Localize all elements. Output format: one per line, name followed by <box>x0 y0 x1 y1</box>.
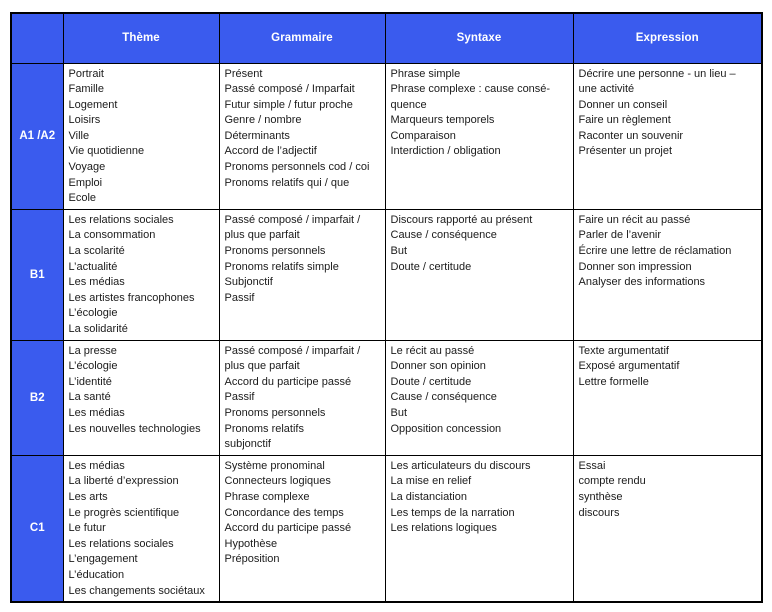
cell-item: Pronoms relatifs simple <box>224 260 339 273</box>
cell-item: Les temps de la narration <box>390 506 515 519</box>
cell-item: Accord du participe passé <box>224 375 352 388</box>
syntaxe-cell <box>385 340 573 455</box>
cell-item: Pronoms personnels <box>224 245 326 258</box>
level-label: A1 /A2 <box>11 63 63 209</box>
cell-item: Connecteurs logiques <box>224 475 331 488</box>
cell-item: L’actualité <box>68 260 118 273</box>
grammaire-cell <box>219 340 385 455</box>
cell-item: Concordance des temps <box>224 506 344 519</box>
cell-item: Les relations sociales <box>68 537 174 550</box>
cell-item: Opposition concession <box>390 422 502 435</box>
cell-item: Loisirs <box>68 114 101 127</box>
cell-item: Présenter un projet <box>578 145 673 158</box>
cell-item: Lettre formelle <box>578 375 649 388</box>
cell-item: La liberté d’expression <box>68 475 179 488</box>
cell-item: Le récit au passé <box>390 344 475 357</box>
level-row-c1 <box>11 455 762 602</box>
cell-item: Les médias <box>68 406 125 419</box>
cell-item: Marqueurs temporels <box>390 114 495 127</box>
cell-item: Passé composé / imparfait / plus que parfait <box>224 213 361 242</box>
cell-item: But <box>390 245 408 258</box>
cell-item: Les relations sociales <box>68 213 174 226</box>
cell-item: Ville <box>68 129 90 142</box>
cell-item: Cause / conséquence <box>390 391 497 404</box>
syntaxe-cell <box>385 209 573 340</box>
grammaire-cell <box>219 455 385 602</box>
cell-item: Pronoms personnels cod / coi <box>224 161 370 174</box>
cell-item: La distanciation <box>390 490 467 503</box>
cell-item: Pronoms relatifs qui / que <box>224 176 350 189</box>
header-row <box>11 13 762 63</box>
cell-item: Doute / certitude <box>390 375 472 388</box>
cell-item: Les médias <box>68 459 125 472</box>
cell-item: Pronoms relatifs <box>224 422 304 435</box>
cell-item: Donner son opinion <box>390 360 486 373</box>
cell-item: Système pronominal <box>224 459 325 472</box>
cell-item: Faire un règlement <box>578 114 671 127</box>
cell-item: Les relations logiques <box>390 522 497 535</box>
cell-item: Logement <box>68 98 118 111</box>
cell-item: Famille <box>68 83 104 96</box>
cell-item: But <box>390 406 408 419</box>
cell-item: La presse <box>68 344 117 357</box>
cell-item: Portrait <box>68 67 104 80</box>
cell-item: Futur simple / futur proche <box>224 98 353 111</box>
cell-item: compte rendu <box>578 475 646 488</box>
cell-item: Phrase simple <box>390 67 461 80</box>
expression-cell <box>573 340 762 455</box>
cell-item: Les artistes francophones <box>68 291 195 304</box>
cell-item: La santé <box>68 391 111 404</box>
level-label: B1 <box>11 209 63 340</box>
cell-item: Phrase complexe : cause consé-quence <box>390 83 551 111</box>
cell-item: Passif <box>224 291 255 304</box>
curriculum-table <box>10 12 763 603</box>
cell-item: Les articulateurs du discours <box>390 459 531 472</box>
column-header-syntaxe: Syntaxe <box>385 13 573 63</box>
syntaxe-cell <box>385 63 573 209</box>
cell-item: Passif <box>224 391 255 404</box>
cell-item: Vie quotidienne <box>68 145 145 158</box>
cell-item: Accord du participe passé <box>224 522 352 535</box>
cell-item: L’engagement <box>68 553 138 566</box>
column-header-theme: Thème <box>63 13 219 63</box>
cell-item: Essai <box>578 459 606 472</box>
cell-item: Décrire une personne - un lieu – une activité <box>578 67 736 96</box>
level-label: B2 <box>11 340 63 455</box>
cell-item: Doute / certitude <box>390 260 472 273</box>
grammaire-cell <box>219 63 385 209</box>
cell-item: Passé composé / imparfait / plus que parfait <box>224 344 361 373</box>
cell-item: Le progrès scientifique <box>68 506 180 519</box>
cell-item: La consommation <box>68 229 156 242</box>
theme-cell <box>63 340 219 455</box>
theme-cell <box>63 455 219 602</box>
theme-cell <box>63 209 219 340</box>
syntaxe-cell <box>385 455 573 602</box>
cell-item: Passé composé / Imparfait <box>224 83 355 96</box>
cell-item: Discours rapporté au présent <box>390 213 533 226</box>
cell-item: Voyage <box>68 161 106 174</box>
cell-item: Écrire une lettre de réclamation <box>578 245 732 258</box>
cell-item: Ecole <box>68 192 97 205</box>
cell-item: Subjonctif <box>224 276 273 289</box>
level-row-b1 <box>11 209 762 340</box>
cell-item: L’écologie <box>68 360 118 373</box>
cell-item: Exposé argumentatif <box>578 360 680 373</box>
expression-cell <box>573 209 762 340</box>
level-row-b2 <box>11 340 762 455</box>
expression-cell <box>573 455 762 602</box>
cell-item: Faire un récit au passé <box>578 213 691 226</box>
cell-item: Phrase complexe <box>224 490 310 503</box>
cell-item: discours <box>578 506 620 519</box>
cell-item: Analyser des informations <box>578 276 706 289</box>
cell-item: Genre / nombre <box>224 114 302 127</box>
cell-item: La scolarité <box>68 245 125 258</box>
grammaire-cell <box>219 209 385 340</box>
cell-item: Texte argumentatif <box>578 344 669 357</box>
level-label: C1 <box>11 455 63 602</box>
level-row-a1a2 <box>11 63 762 209</box>
cell-item: Emploi <box>68 176 103 189</box>
cell-item: Raconter un souvenir <box>578 129 684 142</box>
column-header-grammaire: Grammaire <box>219 13 385 63</box>
cell-item: Préposition <box>224 553 280 566</box>
cell-item: Comparaison <box>390 129 456 142</box>
cell-item: La solidarité <box>68 323 128 335</box>
cell-item: Les médias <box>68 276 125 289</box>
cell-item: Déterminants <box>224 129 290 142</box>
cell-item: synthèse <box>578 490 623 503</box>
expression-cell <box>573 63 762 209</box>
cell-item: subjonctif <box>224 438 271 451</box>
cell-item: Donner son impression <box>578 260 692 273</box>
cell-item: L’écologie <box>68 307 118 320</box>
theme-cell <box>63 63 219 209</box>
corner-cell <box>11 13 63 63</box>
cell-item: Cause / conséquence <box>390 229 497 242</box>
cell-item: Accord de l’adjectif <box>224 145 317 158</box>
cell-item: Présent <box>224 67 263 80</box>
cell-item: Donner un conseil <box>578 98 668 111</box>
cell-item: Les arts <box>68 490 108 503</box>
cell-item: La mise en relief <box>390 475 472 488</box>
column-header-expression: Expression <box>573 13 762 63</box>
cell-item: Hypothèse <box>224 537 278 550</box>
cell-item: L’éducation <box>68 568 125 581</box>
cell-item: Le futur <box>68 522 106 535</box>
cell-item: Les changements sociétaux <box>68 584 205 597</box>
cell-item: Pronoms personnels <box>224 406 326 419</box>
cell-item: Interdiction / obligation <box>390 145 501 158</box>
cell-item: L’identité <box>68 375 112 388</box>
cell-item: Parler de l’avenir <box>578 229 662 242</box>
cell-item: Les nouvelles technologies <box>68 422 201 435</box>
